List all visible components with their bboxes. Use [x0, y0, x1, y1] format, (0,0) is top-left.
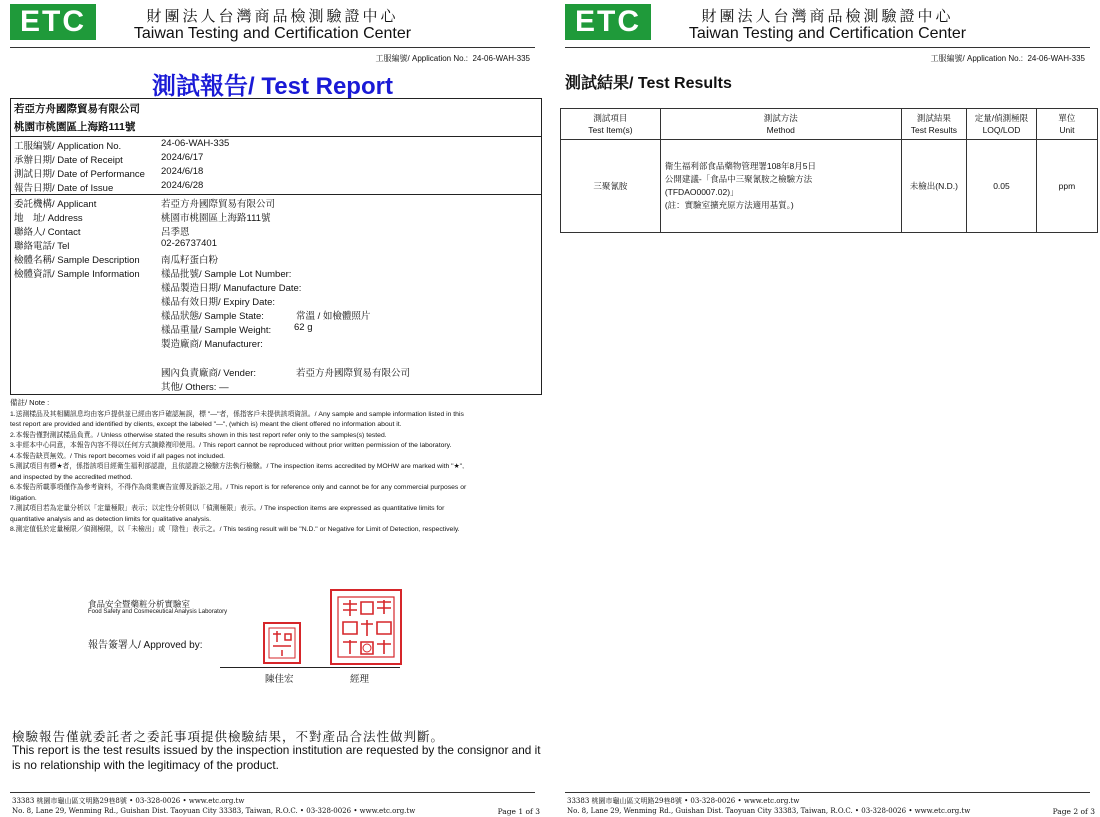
field-label: 聯絡電話/ Tel: [14, 241, 70, 252]
vender-value: 若亞方舟國際貿易有限公司: [296, 368, 411, 379]
notes-heading: 備註/ Note :: [10, 398, 50, 407]
field-value: 南瓜籽蛋白粉: [161, 255, 219, 266]
test-item-cell: 三聚氰胺: [561, 140, 661, 233]
org-name-en: Taiwan Testing and Certification Center: [133, 25, 412, 42]
table-header-row: [561, 109, 1098, 140]
signer-title: 經理: [350, 674, 370, 685]
signer-name: 陳佳宏: [265, 674, 294, 685]
vender-label: 國內負責廠商/ Vender:: [161, 368, 257, 379]
note-line: 1.送測樣品及其相關訊息均由客戶提供並已經由客戶確認無誤，標 "—"者，係指客戶未提供該項資訊。/ Any sample and sample information listed in this: [10, 410, 464, 418]
others-label: 其他/ Others: —: [161, 382, 229, 393]
report-page-2: [555, 0, 1100, 817]
disclaimer-en: This report is the test results issued by the inspection institution are requested by the consignor and it is no relationship with the legitimacy of the product.: [12, 743, 541, 772]
org-name-zh: 財團法人台灣商品檢測驗證中心: [146, 7, 399, 25]
manufacturer-label: 製造廠商/ Manufacturer:: [161, 339, 263, 350]
sample-state-value: 常溫 / 如檢體照片: [296, 311, 371, 322]
field-label: 聯絡人/ Contact: [14, 227, 81, 238]
signature-line: [220, 667, 400, 668]
field-label: 檢體資訊/ Sample Information: [14, 269, 140, 280]
field-value: 呂季恩: [161, 227, 190, 238]
application-number: 工服編號/ Application No.: 24-06-WAH-335: [930, 54, 1085, 63]
column-header: 測試項目 Test Item(s): [561, 109, 661, 140]
footer-address-en: No. 8, Lane 29, Wenming Rd., Guishan Dist. Taoyuan City 33383, Taiwan, R.O.C. • 03-328-0026 • www.etc.org.tw: [12, 807, 416, 815]
unit-cell: ppm: [1036, 140, 1097, 233]
note-line: 4.本報告缺頁無效。/ This report becomes void if all pages not included.: [10, 452, 225, 460]
approved-by-label: 報告簽署人/ Approved by:: [88, 640, 203, 651]
field-value: 24-06-WAH-335: [161, 138, 230, 149]
column-header: 測試方法 Method: [660, 109, 901, 140]
field-value: 樣品批號/ Sample Lot Number:: [161, 269, 292, 280]
note-line: 5.測試項目有標★者，係指該項目經衛生福利部認證，且依認證之檢驗方法執行檢驗。/ The inspection items accredited by MOHW are marked with "★",: [10, 463, 464, 470]
org-name-en: Taiwan Testing and Certification Center: [688, 25, 967, 42]
sample-weight-label: 樣品重量/ Sample Weight:: [161, 325, 272, 336]
page-number: Page 1 of 3: [497, 807, 540, 816]
field-label: 委託機構/ Applicant: [14, 199, 97, 210]
field-value: 2024/6/17: [161, 152, 204, 163]
field-label: 承辦日期/ Date of Receipt: [14, 155, 123, 166]
results-title: 測試結果/ Test Results: [565, 75, 732, 92]
info-divider: [11, 136, 541, 137]
signer-seal-icon: [267, 626, 297, 660]
manufacture-date: 樣品製造日期/ Manufacture Date:: [161, 283, 302, 294]
disclaimer-zh: 檢驗報告僅就委託者之委託事項提供檢驗結果，不對產品合法性做判斷。: [12, 730, 445, 744]
loq-cell: 0.05: [967, 140, 1037, 233]
footer-divider: [10, 792, 535, 793]
method-cell: 衛生福利部食品藥物管理署108年8月5日 公開建議-「食品中三聚氰胺之檢驗方法 (TFDAO0007.02)」 (註：實驗室擴充原方法適用基質。): [660, 140, 901, 233]
field-value: 2024/6/18: [161, 166, 204, 177]
table-row: [561, 140, 1098, 233]
company-seal-icon: [335, 594, 397, 660]
signer-seal: [263, 622, 301, 664]
report-title: 測試報告/ Test Report: [152, 73, 393, 100]
lab-name-zh: 食品安全暨藥粧分析實驗室: [88, 599, 191, 609]
application-number: 工服編號/ Application No.: 24-06-WAH-335: [375, 54, 530, 63]
column-header: 測試結果 Test Results: [901, 109, 966, 140]
company-address: 桃園市桃園區上海路111號: [14, 121, 136, 133]
company-seal: [330, 589, 402, 665]
note-line: 3.非經本中心同意，本報告內容不得以任何方式摘錄複印使用。/ This report cannot be reproduced without prior written permission of the laboratory.: [10, 442, 452, 449]
field-label: 地 址/ Address: [14, 213, 83, 224]
field-value: 桃園市桃園區上海路111號: [161, 213, 271, 224]
expiry-date: 樣品有效日期/ Expiry Date:: [161, 297, 276, 308]
field-label: 測試日期/ Date of Performance: [14, 169, 145, 180]
field-label: 檢體名稱/ Sample Description: [14, 255, 140, 266]
footer-address-en: No. 8, Lane 29, Wenming Rd., Guishan Dist. Taoyuan City 33383, Taiwan, R.O.C. • 03-328-0026 • www.etc.org.tw: [567, 807, 971, 815]
footer-address-zh: 33383 桃園市龜山區文明路29巷8號 • 03-328-0026 • www.etc.org.tw: [567, 797, 800, 805]
org-name-zh: 財團法人台灣商品檢測驗證中心: [701, 7, 954, 25]
result-cell: 未檢出(N.D.): [901, 140, 966, 233]
company-name: 若亞方舟國際貿易有限公司: [14, 103, 140, 115]
field-label: 工服編號/ Application No.: [14, 141, 122, 152]
field-value: 2024/6/28: [161, 180, 204, 191]
note-line: 2.本報告僅對測試樣品負責。/ Unless otherwise stated the results shown in this test report refer only to the samples(s) tested.: [10, 431, 387, 439]
header-divider: [565, 47, 1090, 48]
note-line: 7.測試項目若為定量分析以「定量極限」表示；以定性分析則以「偵測極限」表示。/ The inspection items are expressed as quantitative limits for: [10, 505, 445, 512]
note-line: quantitative analysis and as detection limits for qualitative analysis.: [10, 515, 211, 523]
header-divider: [10, 47, 535, 48]
report-info-box: [10, 98, 542, 395]
note-line: litigation.: [10, 494, 37, 502]
note-line: and inspected by the accredited method.: [10, 473, 133, 481]
page-number: Page 2 of 3: [1052, 807, 1095, 816]
field-label: 報告日期/ Date of Issue: [14, 183, 114, 194]
results-table: [560, 108, 1098, 233]
footer-address-zh: 33383 桃園市龜山區文明路29巷8號 • 03-328-0026 • www.etc.org.tw: [12, 797, 245, 805]
note-line: 8.測定值低於定量極限／偵測極限，以「未檢出」或「陰性」表示之。/ This testing result will be "N.D." or Negative for Limit of Detection, respectively.: [10, 526, 460, 533]
field-value: 若亞方舟國際貿易有限公司: [161, 199, 276, 210]
note-line: test report are provided and identified by clients, except the labeled "—", (which is) meant the client offered no information about it.: [10, 421, 402, 428]
column-header: 單位 Unit: [1036, 109, 1097, 140]
lab-name-en: Food Safety and Cosmeceutical Analysis Laboratory: [88, 609, 228, 615]
field-value: 02-26737401: [161, 238, 217, 249]
footer-divider: [565, 792, 1090, 793]
etc-logo: ETC: [565, 4, 651, 40]
column-header: 定量/偵測極限 LOQ/LOD: [967, 109, 1037, 140]
notes-section: [10, 398, 540, 536]
report-page-1: [0, 0, 545, 817]
note-line: 6.本報告所載事項僅作為參考資料，不得作為商業廣告宣傳及訴訟之用。/ This report is for reference only and cannot be for any commercial purposes or: [10, 484, 467, 491]
sample-weight-value: 62 g: [294, 322, 313, 333]
etc-logo: ETC: [10, 4, 96, 40]
info-divider: [11, 194, 541, 195]
sample-state-label: 樣品狀態/ Sample State:: [161, 311, 264, 322]
